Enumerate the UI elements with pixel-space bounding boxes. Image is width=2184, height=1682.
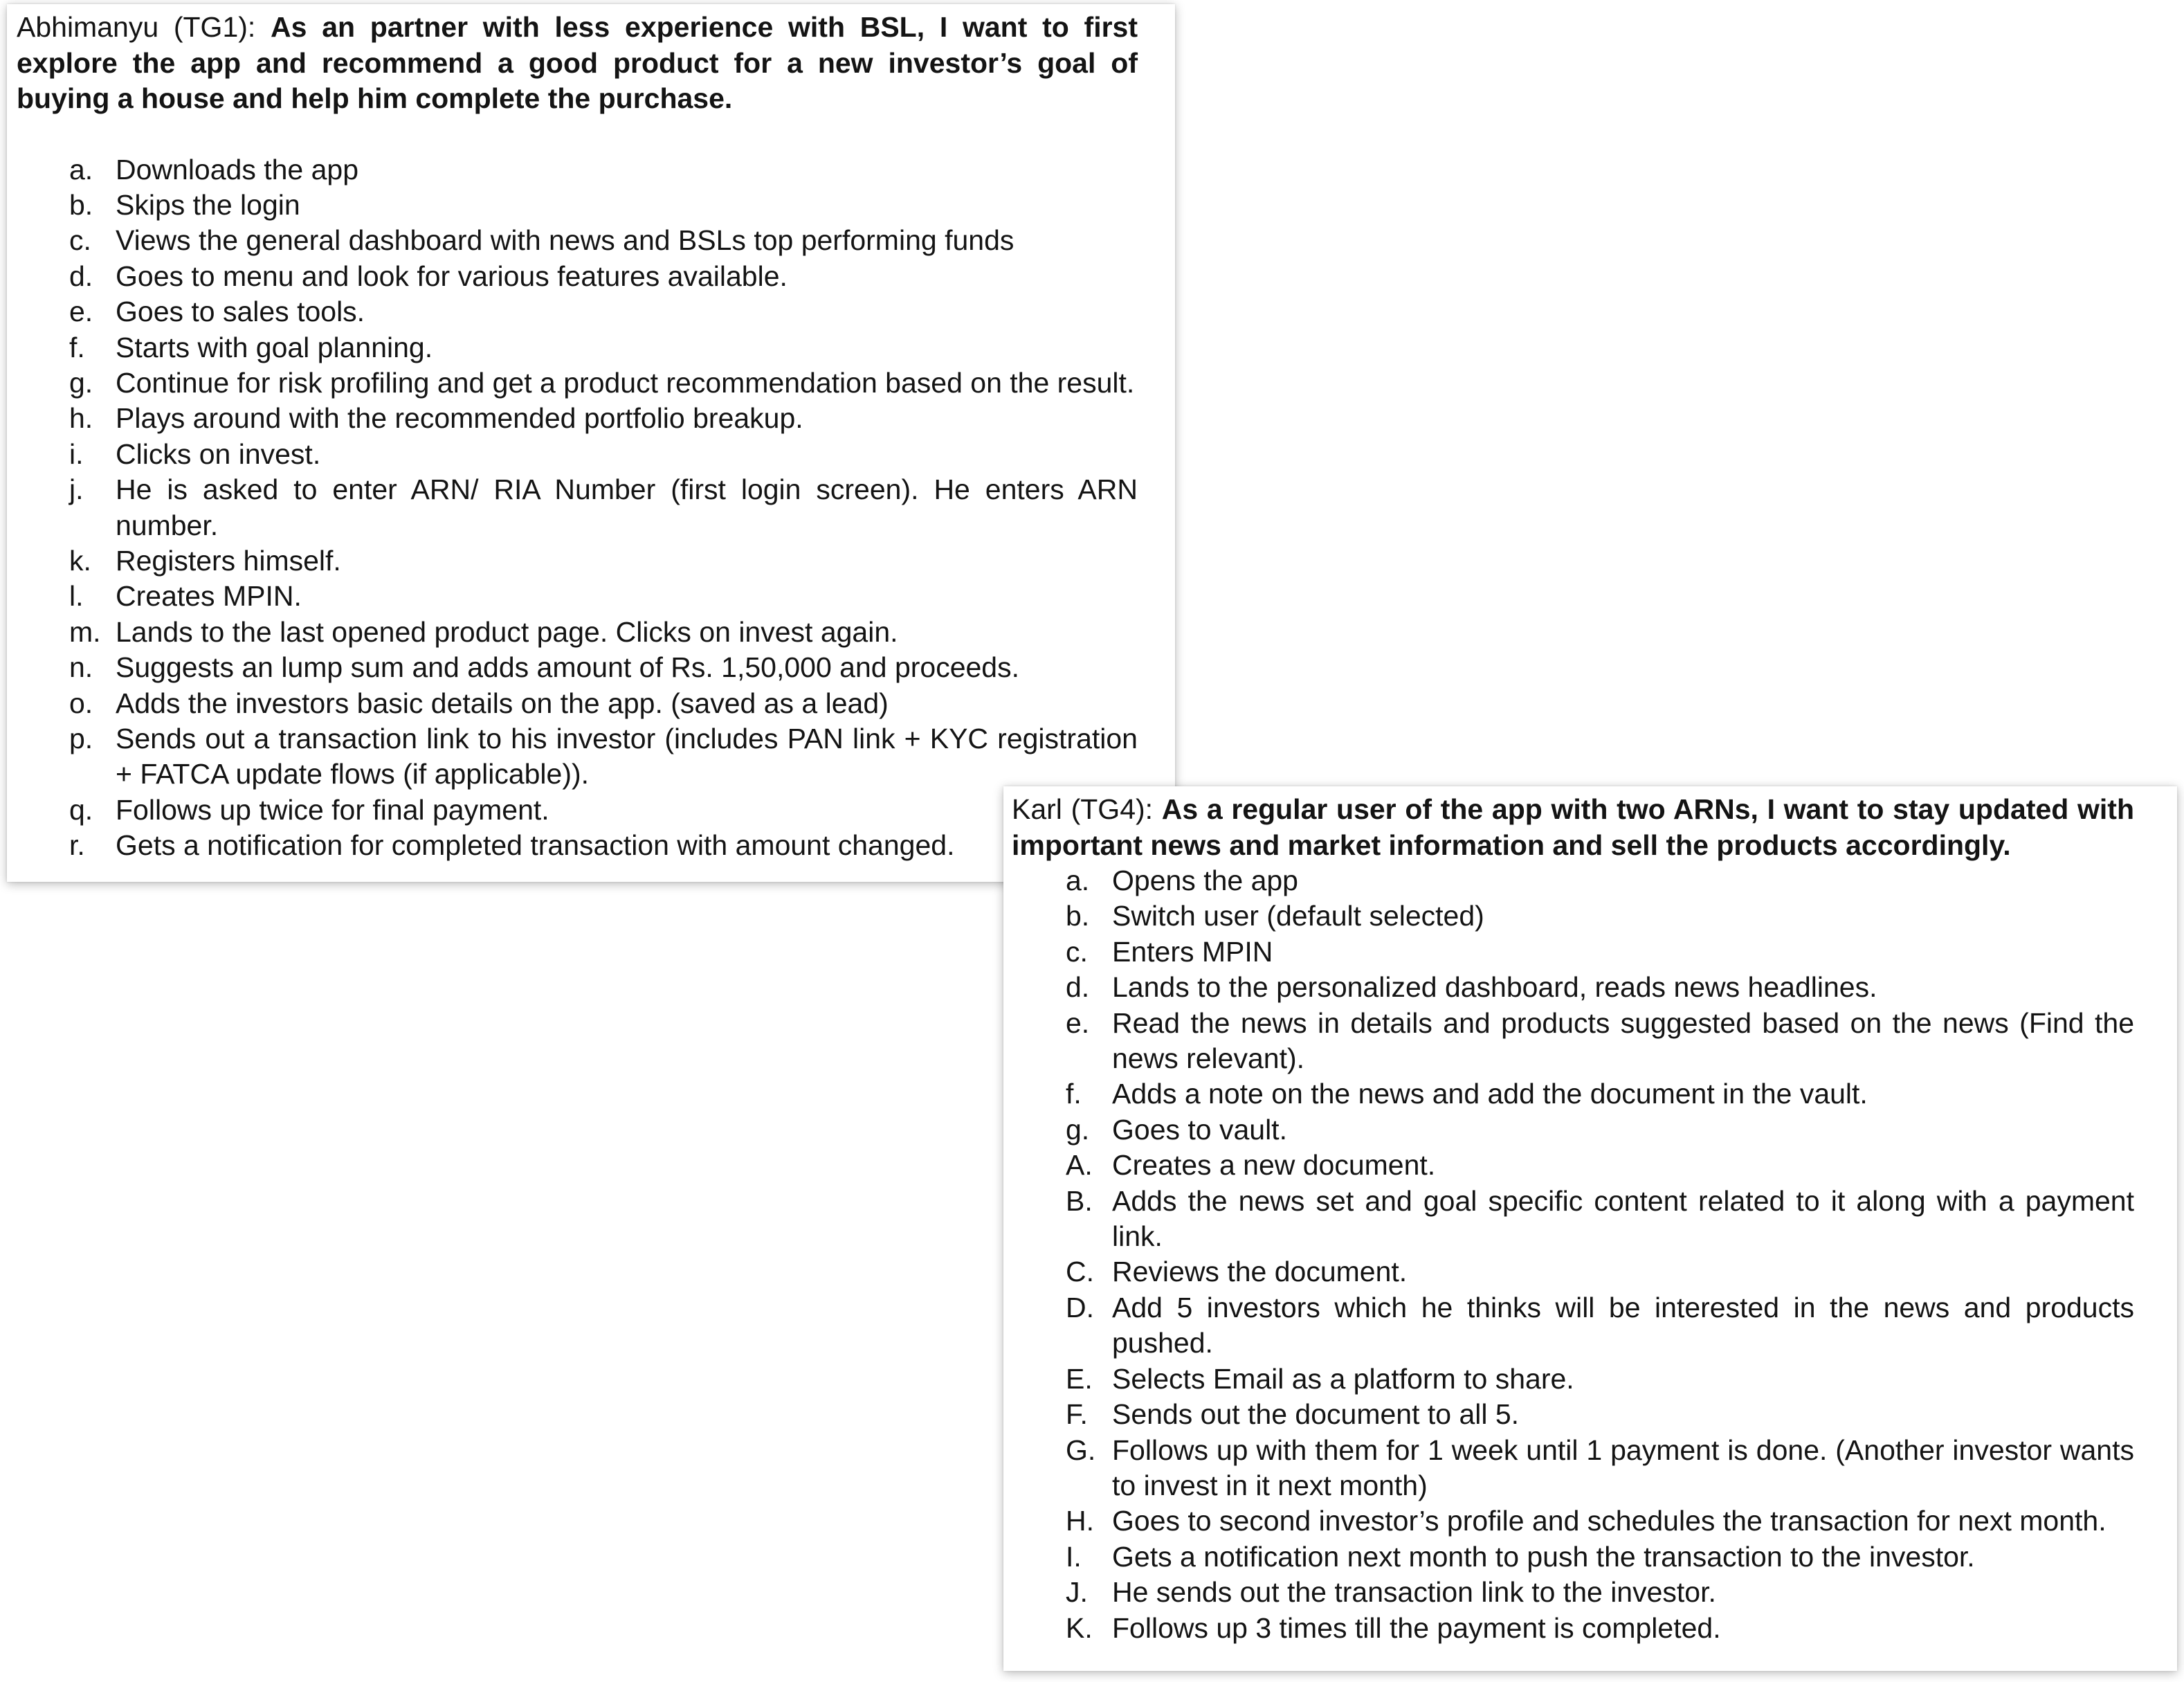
step-marker: r. xyxy=(69,829,85,862)
step-item xyxy=(1066,1362,2134,1397)
step-marker: d. xyxy=(69,260,93,292)
step-item xyxy=(69,686,1138,721)
step-marker: J. xyxy=(1066,1576,1088,1609)
step-text: Views the general dashboard with news and BSLs top performing funds xyxy=(116,224,1014,257)
step-item xyxy=(69,650,1138,685)
step-item xyxy=(1066,1575,2134,1610)
step-list xyxy=(1012,863,2134,1646)
step-marker: h. xyxy=(69,402,93,435)
step-text: Adds the news set and goal specific content related to it along with a payment link. xyxy=(1112,1184,2134,1253)
step-item xyxy=(1066,1112,2134,1148)
step-marker: q. xyxy=(69,793,93,826)
step-marker: G. xyxy=(1066,1434,1096,1466)
step-item xyxy=(1066,1148,2134,1183)
step-text: Lands to the personalized dashboard, reads news headlines. xyxy=(1112,971,1877,1004)
step-marker: b. xyxy=(1066,900,1090,932)
step-item xyxy=(1066,1254,2134,1290)
step-item xyxy=(1066,1611,2134,1646)
step-marker: g. xyxy=(1066,1113,1090,1146)
speaker-label: Karl (TG4): xyxy=(1012,793,1154,825)
step-marker: B. xyxy=(1066,1184,1093,1217)
step-marker: e. xyxy=(69,296,93,328)
story-statement: As an partner with less experience with BSL, I want to first explore the app and recommend a good product for a new investor’s goal of buying a house and help him complete the purchase. xyxy=(17,11,1138,114)
step-text: Gets a notification next month to push the transaction to the investor. xyxy=(1112,1540,1975,1573)
step-marker: D. xyxy=(1066,1291,1094,1323)
step-text: Goes to second investor’s profile and schedules the transaction for next month. xyxy=(1112,1505,2106,1537)
step-marker: e. xyxy=(1066,1006,1090,1039)
step-marker: a. xyxy=(69,153,93,186)
step-item xyxy=(69,579,1138,614)
step-text: Creates a new document. xyxy=(1112,1149,1436,1182)
step-item xyxy=(69,330,1138,365)
step-text: Adds a note on the news and add the document in the vault. xyxy=(1112,1078,1868,1110)
step-item xyxy=(69,152,1138,188)
step-item xyxy=(69,365,1138,401)
step-item xyxy=(69,472,1138,543)
step-text: Reviews the document. xyxy=(1112,1256,1408,1288)
step-item xyxy=(69,828,1138,863)
step-text: Gets a notification for completed transaction with amount changed. xyxy=(116,829,955,862)
step-text: Plays around with the recommended portfolio breakup. xyxy=(116,402,803,435)
step-text: Switch user (default selected) xyxy=(1112,900,1484,932)
step-marker: d. xyxy=(1066,971,1090,1004)
step-item xyxy=(69,793,1138,828)
step-item xyxy=(69,223,1138,258)
step-text: Adds the investors basic details on the app. (saved as a lead) xyxy=(116,687,889,719)
step-item xyxy=(69,615,1138,650)
step-text: Goes to vault. xyxy=(1112,1113,1287,1146)
step-item xyxy=(69,259,1138,294)
step-text: Goes to menu and look for various features available. xyxy=(116,260,788,292)
step-item xyxy=(1066,898,2134,934)
step-marker: p. xyxy=(69,723,93,754)
step-marker: g. xyxy=(69,366,93,399)
story-intro xyxy=(1012,792,2134,863)
step-item xyxy=(1066,1184,2134,1255)
step-item xyxy=(1066,863,2134,898)
speaker-label: Abhimanyu (TG1): xyxy=(17,11,256,43)
step-item xyxy=(69,401,1138,436)
step-marker: K. xyxy=(1066,1611,1093,1644)
step-marker: i. xyxy=(69,437,84,470)
step-text: Read the news in details and products suggested based on the news (Find the news relevant). xyxy=(1112,1006,2134,1075)
step-marker: b. xyxy=(69,188,93,221)
step-text: Registers himself. xyxy=(116,544,341,577)
step-text: Skips the login xyxy=(116,188,300,221)
step-item xyxy=(1066,1290,2134,1362)
step-item xyxy=(1066,1006,2134,1077)
step-marker: F. xyxy=(1066,1398,1088,1431)
step-text: Lands to the last opened product page. Clicks on invest again. xyxy=(116,615,898,648)
step-marker: I. xyxy=(1066,1540,1082,1573)
user-story-card-abhimanyu xyxy=(7,4,1175,882)
step-marker: c. xyxy=(69,224,91,257)
step-item xyxy=(1066,1397,2134,1432)
step-text: Downloads the app xyxy=(116,153,359,186)
step-item xyxy=(1066,1539,2134,1575)
step-text: Creates MPIN. xyxy=(116,580,302,613)
step-item xyxy=(69,543,1138,579)
step-marker: k. xyxy=(69,544,91,577)
step-marker: E. xyxy=(1066,1362,1093,1395)
step-marker: n. xyxy=(69,651,93,684)
step-text: He is asked to enter ARN/ RIA Number (first login screen). He enters ARN number. xyxy=(116,473,1138,541)
step-text: Add 5 investors which he thinks will be interested in the news and products pushed. xyxy=(1112,1291,2134,1359)
step-marker: A. xyxy=(1066,1149,1093,1182)
step-marker: j. xyxy=(69,473,84,506)
step-text: Suggests an lump sum and adds amount of Rs. 1,50,000 and proceeds. xyxy=(116,651,1019,684)
step-marker: c. xyxy=(1066,935,1088,968)
step-text: Follows up twice for final payment. xyxy=(116,793,549,826)
step-marker: l. xyxy=(69,580,84,613)
step-text: He sends out the transaction link to the investor. xyxy=(1112,1576,1716,1609)
step-item xyxy=(1066,1076,2134,1112)
step-item xyxy=(1066,1433,2134,1504)
step-item xyxy=(69,721,1138,793)
step-text: Sends out a transaction link to his investor (includes PAN link + KYC registration + FATCA update flows (if applicable)). xyxy=(116,723,1138,790)
story-statement: As a regular user of the app with two ARNs, I want to stay updated with important news and market information and sell the products accordingly. xyxy=(1012,793,2134,861)
step-text: Opens the app xyxy=(1112,865,1298,896)
step-text: Goes to sales tools. xyxy=(116,296,365,328)
step-text: Follows up with them for 1 week until 1 payment is done. (Another investor wants to invest in it next month) xyxy=(1112,1434,2134,1501)
step-marker: C. xyxy=(1066,1256,1094,1288)
step-item xyxy=(69,294,1138,329)
step-item xyxy=(1066,970,2134,1005)
step-item xyxy=(1066,1503,2134,1539)
step-marker: o. xyxy=(69,687,93,719)
step-marker: f. xyxy=(1066,1078,1082,1110)
step-item xyxy=(1066,934,2134,970)
step-marker: f. xyxy=(69,331,85,363)
step-list xyxy=(17,152,1138,864)
step-marker: H. xyxy=(1066,1505,1094,1537)
step-item xyxy=(69,437,1138,472)
step-text: Continue for risk profiling and get a product recommendation based on the result. xyxy=(116,366,1135,399)
step-text: Clicks on invest. xyxy=(116,437,321,470)
story-intro xyxy=(17,10,1138,117)
step-marker: m. xyxy=(69,615,101,648)
step-item xyxy=(69,188,1138,223)
step-text: Starts with goal planning. xyxy=(116,331,433,363)
step-text: Selects Email as a platform to share. xyxy=(1112,1362,1574,1395)
step-text: Enters MPIN xyxy=(1112,935,1273,968)
step-marker: a. xyxy=(1066,865,1090,896)
step-text: Follows up 3 times till the payment is completed. xyxy=(1112,1611,1721,1644)
step-text: Sends out the document to all 5. xyxy=(1112,1398,1520,1431)
user-story-card-karl xyxy=(1003,786,2177,1671)
